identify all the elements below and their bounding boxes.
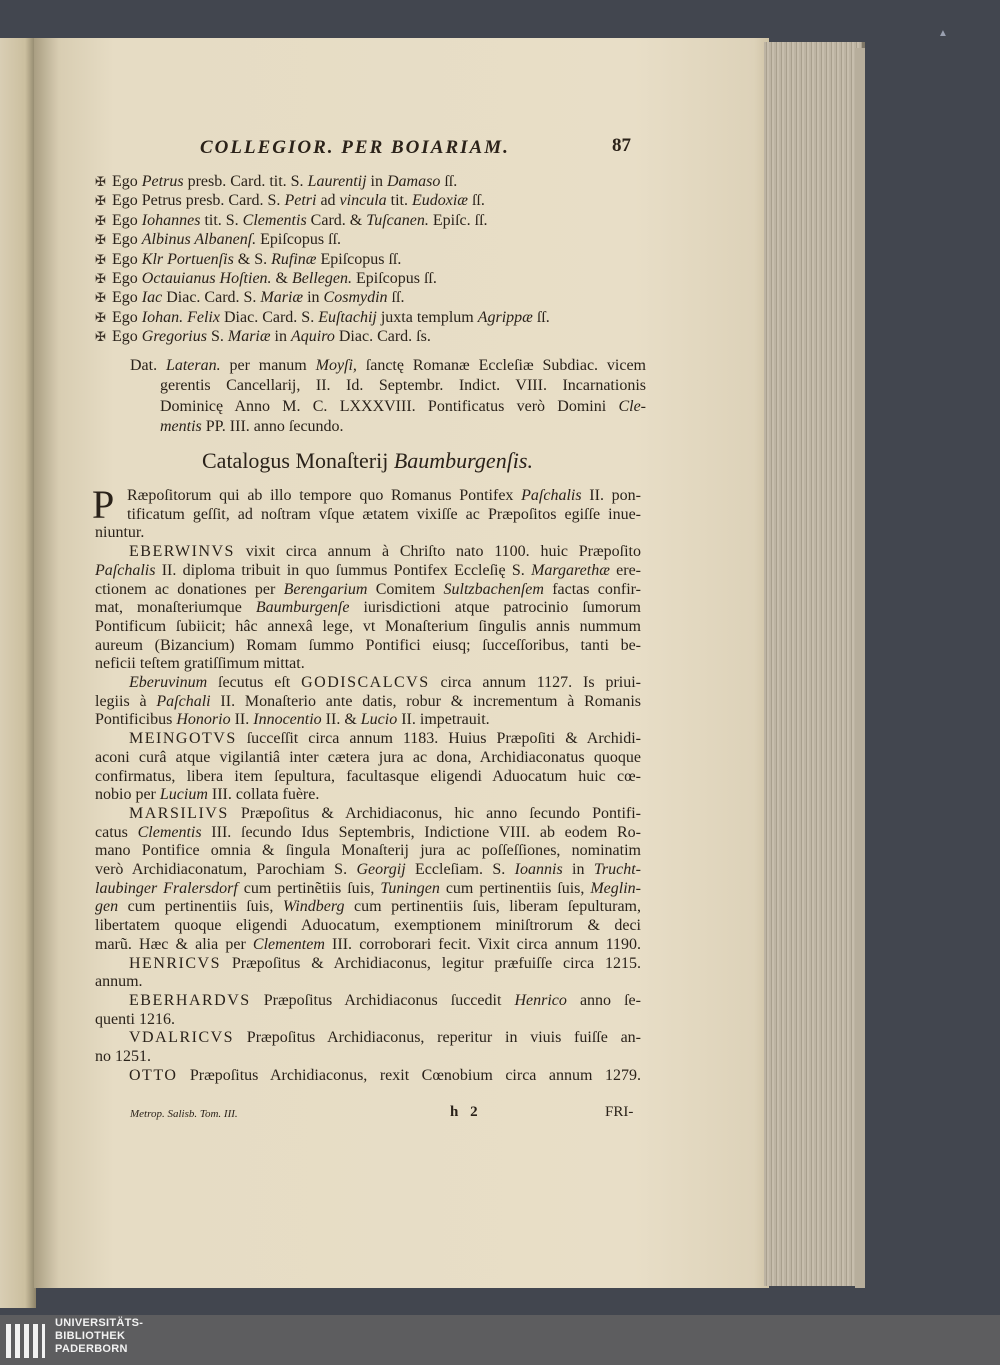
italic-text: Lateran. <box>165 357 221 374</box>
text-segment: tit. S. <box>200 211 243 229</box>
body-line <box>95 693 641 712</box>
text-segment: Ræpoſitorum qui ab illo tempore quo Romanus Pontifex <box>127 487 522 504</box>
signatory-line <box>95 211 655 230</box>
text-segment: Ego <box>112 173 142 190</box>
text-segment: II. & <box>321 711 361 729</box>
italic-text: mentis <box>160 418 202 436</box>
text-segment: quenti 1216. <box>95 1010 175 1028</box>
text-segment: Pontificum ſubiicit; hâc annexâ lege, vt Monaſterium ſingulis annis nummum <box>95 617 641 635</box>
signature-note: Metrop. Salisb. Tom. III. <box>130 1108 238 1120</box>
body-line <box>95 861 641 880</box>
italic-text: Cle- <box>618 397 646 415</box>
italic-text: Eudoxiæ <box>411 192 468 210</box>
text-segment: mat, monaſteriumque <box>95 599 256 617</box>
body-line <box>95 786 641 805</box>
text-segment: confirmatus, libera item ſepultura, facultasque eligendi Aduocatum huic cœ- <box>95 767 641 785</box>
body-line <box>95 955 641 974</box>
cross-icon: ✠ <box>95 271 106 287</box>
body-line <box>95 524 641 543</box>
logo-line-1: UNIVERSITÄTS- <box>55 1317 144 1329</box>
signatory-line <box>95 250 655 269</box>
running-head: COLLEGIOR. PER BOIARIAM. <box>200 137 510 158</box>
text-segment: PP. III. anno ſecundo. <box>201 418 344 436</box>
text-segment: ſucceſſit circa annum 1183. Huius Præpoſiti & Archidi- <box>236 730 641 748</box>
italic-text: Klr Portuenſis <box>141 250 234 268</box>
body-line <box>95 936 641 955</box>
signatory-line <box>95 172 655 191</box>
text-segment: & S. <box>233 250 272 268</box>
text-segment: Ego <box>112 250 142 268</box>
italic-text: Paſchali <box>156 692 211 710</box>
text-segment: tit. <box>386 192 412 210</box>
text-segment: II. diploma tribuit in quo ſummus Pontifex Eccleſię S. <box>155 561 532 579</box>
section-title-italic: Baumburgenſis. <box>393 448 533 473</box>
body-line <box>95 824 641 843</box>
text-segment: ſanctę Romanæ Eccleſiæ Subdiac. vicem <box>356 357 647 374</box>
dating-line <box>130 397 646 417</box>
text-segment: in <box>366 173 387 190</box>
text-segment: Ego <box>112 328 142 346</box>
text-segment: Ego <box>112 270 142 288</box>
scan-corner-mark: ▲ <box>938 28 948 39</box>
dating-clause <box>130 356 646 438</box>
italic-text: Gregorius <box>141 328 207 346</box>
text-segment: Epiſc. ſſ. <box>428 211 488 229</box>
text-segment: Dominicę Anno M. C. LXXXVIII. Pontificatus verò Domini <box>160 397 619 415</box>
body-line <box>95 842 641 861</box>
text-segment: ſſ. <box>532 308 550 326</box>
italic-text: Berengarium <box>283 580 368 598</box>
signatory-line <box>95 269 655 288</box>
italic-text: Albinus Albanenſ. <box>141 231 257 249</box>
text-segment: Ego <box>112 211 142 229</box>
body-line <box>95 992 641 1011</box>
italic-text: Innocentio <box>253 711 322 729</box>
text-segment: EBERWINVS <box>129 543 235 561</box>
italic-text: Mariæ <box>260 289 304 307</box>
text-segment: Diac. Card. S. <box>219 308 319 326</box>
body-line <box>95 917 641 936</box>
text-segment: aureum (Bizancium) Romam ſummo Pontifici eiusq; ſucceſſoribus, tanti be- <box>95 636 641 654</box>
italic-text: Petri <box>284 192 317 210</box>
text-segment: anno ſe- <box>566 991 641 1009</box>
text-segment: EBERHARDVS <box>129 991 251 1009</box>
text-segment: VDALRICVS <box>129 1029 235 1047</box>
text-segment: Diac. Card. ſs. <box>334 328 431 346</box>
text-segment: III. ſecundo Idus Septembris, Indictione VIII. ab eodem Ro- <box>201 823 641 841</box>
text-segment: juxta templum <box>376 308 478 326</box>
text-segment: Ego <box>112 231 142 249</box>
body-line <box>95 749 641 768</box>
cross-icon: ✠ <box>95 329 106 345</box>
text-segment: S. <box>206 328 228 346</box>
catchword: FRI- <box>605 1104 634 1120</box>
text-segment: MEINGOTVS <box>129 730 237 748</box>
italic-text: Baumburgenſe <box>255 599 350 617</box>
body-line <box>95 562 641 581</box>
text-segment: aconi curâ atque vigilantiâ inter cætera jura ac dona, Archidiaconatus quoque <box>95 748 641 766</box>
dating-line <box>130 417 646 437</box>
body-line <box>95 711 641 730</box>
text-segment: verò Archidiaconatum, Parochiam S. <box>95 861 357 879</box>
body-line <box>95 637 641 656</box>
signatories-list <box>95 172 655 347</box>
body-line <box>95 973 641 992</box>
text-segment: ere- <box>609 561 641 579</box>
text-segment: catus <box>95 823 138 841</box>
italic-text: Tuningen <box>380 879 440 897</box>
text-segment: MARSILIVS <box>129 804 229 822</box>
italic-text: Petrus <box>141 173 184 190</box>
text-segment: Præpoſitus Archidiaconus, rexit Cœnobium circa annum 1279. <box>177 1066 641 1084</box>
text-segment: ſſ. <box>467 192 485 210</box>
text-segment: Ego Petrus presb. Card. S. <box>112 192 285 210</box>
text-segment: ſſ. <box>440 173 458 190</box>
cross-icon: ✠ <box>95 212 106 228</box>
italic-text: Iohannes <box>141 211 201 229</box>
text-segment: factas confir- <box>543 580 641 598</box>
text-segment: nobio per <box>95 786 160 804</box>
text-segment: libertatem quoque eligendi Aduocatum, exemptionem miniſtrorum & deci <box>95 917 641 935</box>
text-segment: cum pertinentiis ſuis, <box>439 879 591 897</box>
text-segment: & <box>271 270 292 288</box>
logo-line-3: PADERBORN <box>55 1343 128 1355</box>
text-segment: in <box>562 861 594 879</box>
text-segment: cum pertinẽtiis ſuis, <box>237 879 381 897</box>
italic-text: Paſchalis <box>95 561 156 579</box>
body-line <box>95 1029 641 1048</box>
text-segment: gerentis Cancellarij, II. Id. Septembr. Indict. VIII. Incarnationis <box>160 377 646 395</box>
italic-text: Iac <box>141 289 163 307</box>
body-line <box>95 1067 641 1086</box>
body-line <box>95 618 641 637</box>
text-segment: tificatum geſſit, ad noſtram vſque ætatem vixiſſe ac Præpoſitos egiſſe inue- <box>127 505 641 523</box>
italic-text: gen <box>95 898 119 916</box>
italic-text: Bellegen. <box>292 270 352 288</box>
text-segment: Præpoſitus Archidiaconus, reperitur in viuis fuiſſe an- <box>234 1029 641 1047</box>
logo-line-2: BIBLIOTHEK <box>55 1330 126 1342</box>
signatory-line <box>95 191 655 210</box>
signatory-line <box>95 288 655 307</box>
book-binding <box>855 48 865 1288</box>
italic-text: Clementis <box>137 823 202 841</box>
page-number: 87 <box>612 135 631 156</box>
text-segment: Epiſcopus ſſ. <box>316 250 402 268</box>
body-line <box>95 674 641 693</box>
italic-text: Clementis <box>242 211 307 229</box>
italic-text: Laurentij <box>307 173 367 190</box>
text-segment: per manum <box>220 357 316 374</box>
text-segment: vixit circa annum à Chriſto nato 1100. huic Præpoſito <box>234 543 641 561</box>
italic-text: Honorio <box>176 711 231 729</box>
section-title <box>95 448 640 474</box>
text-segment: Pontificibus <box>95 711 177 729</box>
body-line <box>95 880 641 899</box>
italic-text: Damaso <box>386 173 441 190</box>
cross-icon: ✠ <box>95 193 106 209</box>
text-segment: iurisdictioni atque patrocinio ſumorum <box>349 599 641 617</box>
text-segment: Diac. Card. S. <box>162 289 261 307</box>
text-segment: II. Monaſterio ante datis, robur & incrementum à Romanis <box>210 692 641 710</box>
text-segment: mano Pontifice omnia & ſingula Monaſterij jura ac poſſeſſiones, nominatim <box>95 842 641 860</box>
text-segment: III. corroborari fecit. Vixit circa annum 1190. <box>324 935 641 953</box>
text-segment: Ego <box>112 289 142 307</box>
text-segment: marũ. Hæc & alia per <box>95 935 253 953</box>
text-segment: in <box>270 328 291 346</box>
italic-text: laubinger Fralersdorf <box>95 879 238 897</box>
italic-text: vincula <box>339 192 387 210</box>
text-segment: cum pertinentiis ſuis, <box>118 898 283 916</box>
cross-icon: ✠ <box>95 174 106 189</box>
text-segment: OTTO <box>129 1066 178 1084</box>
italic-text: Paſchalis <box>521 487 582 504</box>
text-segment: III. collata fuère. <box>207 786 320 804</box>
italic-text: Euſtachij <box>318 308 377 326</box>
signatory-line <box>95 308 655 327</box>
body-line <box>95 730 641 749</box>
body-line <box>95 1048 641 1067</box>
text-segment: ſſ. <box>387 289 405 307</box>
body-line <box>95 1011 641 1030</box>
text-segment: Præpoſitus & Archidiaconus, legitur præfuiſſe circa 1215. <box>221 954 641 972</box>
text-segment: HENRICVS <box>129 954 222 972</box>
body-line <box>95 581 641 600</box>
signature-mark: h 2 <box>450 1104 478 1120</box>
italic-text: Windberg <box>282 898 345 916</box>
italic-text: Meglin- <box>590 879 641 897</box>
body-line <box>95 487 641 506</box>
text-segment: circa annum 1127. Is priui- <box>429 674 641 692</box>
body-line <box>95 655 641 674</box>
italic-text: Tuſcanen. <box>366 211 429 229</box>
cross-icon: ✠ <box>95 309 106 325</box>
italic-text: Moyſi, <box>315 357 357 374</box>
italic-text: Iohan. Felix <box>141 308 220 326</box>
body-line <box>95 768 641 787</box>
text-segment: Epiſcopus ſſ. <box>351 270 437 288</box>
italic-text: Lucium <box>159 786 208 804</box>
cross-icon: ✠ <box>95 290 106 306</box>
text-segment: Ego <box>112 308 142 326</box>
body-line <box>95 898 641 917</box>
text-segment: Eccleſiam. S. <box>405 861 515 879</box>
drop-cap: P <box>92 482 115 527</box>
text-segment: annum. <box>95 973 143 991</box>
library-logo-icon <box>4 1320 46 1362</box>
text-segment: Card. & <box>306 211 367 229</box>
text-segment: Dat. <box>130 357 166 374</box>
italic-text: Agrippæ <box>477 308 533 326</box>
italic-text: Cosmydin <box>323 289 388 307</box>
text-segment: Epiſcopus ſſ. <box>256 231 342 249</box>
signatory-line <box>95 230 655 249</box>
italic-text: Octauianus Hoſtien. <box>141 270 272 288</box>
italic-text: Mariæ <box>227 328 271 346</box>
text-segment: cum pertinentiis ſuis, liberam ſepulturam, <box>344 898 641 916</box>
text-segment: Præpoſitus Archidiaconus ſuccedit <box>250 991 515 1009</box>
cross-icon: ✠ <box>95 251 106 267</box>
italic-text: Sultzbachenſem <box>443 580 544 598</box>
text-segment: neficii teſtem gratiſſimum mittat. <box>95 655 305 673</box>
body-line <box>95 599 641 618</box>
dating-line <box>130 376 646 396</box>
signatory-line <box>95 327 655 346</box>
left-page-edge <box>0 38 36 1308</box>
section-title-roman: Catalogus Monaſterij <box>202 448 394 473</box>
catalog-body-text <box>92 482 641 1086</box>
italic-text: Lucio <box>360 711 398 729</box>
italic-text: Trucht- <box>593 861 641 879</box>
text-segment: presb. Card. tit. S. <box>183 173 308 190</box>
text-segment: legiis à <box>95 692 157 710</box>
italic-text: Aquiro <box>291 328 335 346</box>
text-segment: Præpoſitus & Archidiaconus, hic anno ſecundo Pontifi- <box>228 804 641 822</box>
italic-text: Margarethæ <box>531 561 610 579</box>
italic-text: Clementem <box>252 935 325 953</box>
body-line <box>95 543 641 562</box>
text-segment: II. impetrauit. <box>397 711 490 729</box>
cross-icon: ✠ <box>95 232 106 248</box>
text-segment: II. pon- <box>581 487 641 504</box>
italic-text: Ioannis <box>514 861 563 879</box>
text-segment: Comitem <box>367 580 444 598</box>
text-segment: niuntur. <box>95 524 145 542</box>
text-segment: in <box>303 289 324 307</box>
italic-text: Georgij <box>356 861 406 879</box>
body-line <box>95 805 641 824</box>
text-segment: II. <box>230 711 254 729</box>
text-segment: ſecutus eſt <box>207 674 302 692</box>
dating-line <box>130 356 646 376</box>
library-logo-text <box>55 1317 143 1356</box>
italic-text: Rufinæ <box>271 250 317 268</box>
text-segment: ad <box>316 192 340 210</box>
page-fore-edge <box>764 42 865 1286</box>
text-segment: GODISCALCVS <box>301 674 430 692</box>
italic-text: Henrico <box>514 991 567 1009</box>
library-footer-bar <box>0 1315 1000 1365</box>
italic-text: Eberuvinum <box>129 674 208 692</box>
body-line <box>95 506 641 525</box>
text-segment: no 1251. <box>95 1048 151 1066</box>
text-segment: ctionem ac donationes per <box>95 580 284 598</box>
